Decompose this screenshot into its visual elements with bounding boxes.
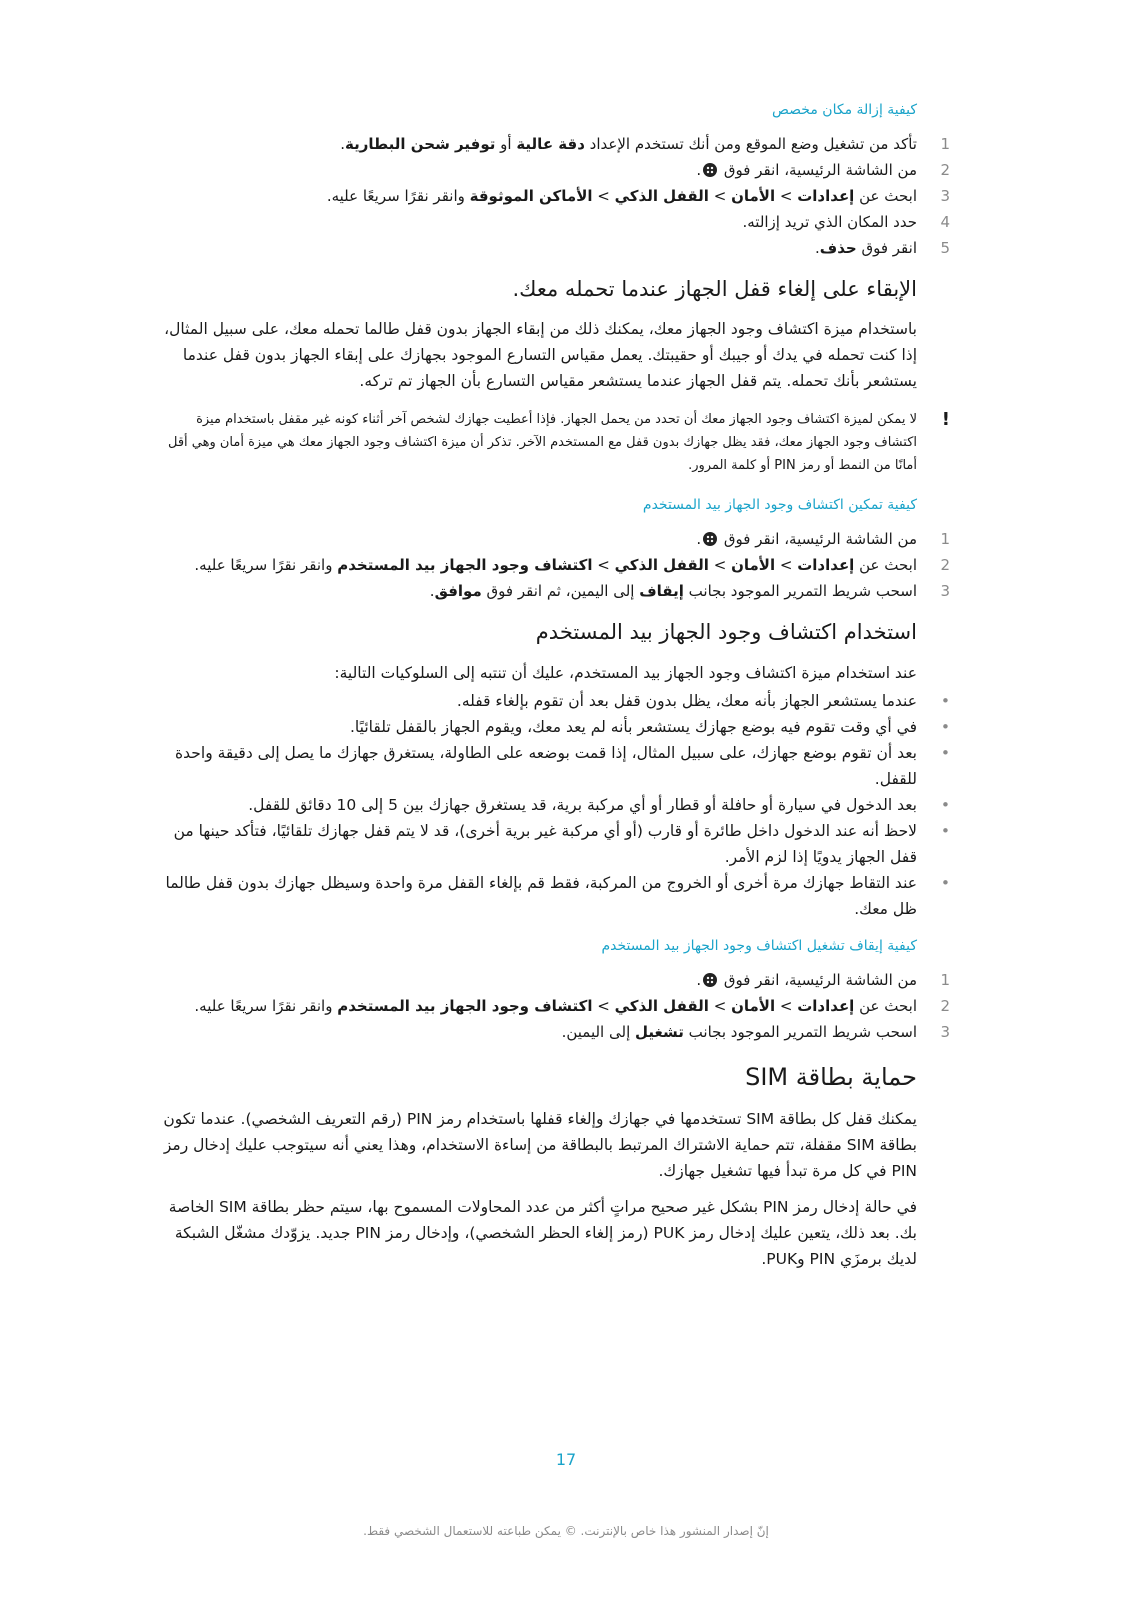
section-heading-enable: كيفية تمكين اكتشاف وجود الجهاز بيد المستخدم: [642, 497, 917, 514]
document-body: [160, 100, 950, 1282]
step: 1 تأكد من تشغيل وضع الموقع ومن أنك تستخدم الإعداد دقة عالية أو توفير شحن البطارية.: [340, 135, 950, 153]
step: 2 من الشاشة الرئيسية، انقر فوق .: [696, 161, 950, 179]
step: 3 اسحب شريط التمرير الموجود بجانب تشغيل إلى اليمين.: [561, 1022, 950, 1041]
section-heading-disable: كيفية إيقاف تشغيل اكتشاف وجود الجهاز بيد المستخدم: [601, 937, 917, 954]
section-title-on-body: الإبقاء على إلغاء قفل الجهاز عندما تحمله معك.: [512, 277, 917, 301]
list-item: • في أي وقت تقوم فيه بوضع جهازك يستشعر بأنه لم يعد معك، ويقوم الجهاز بالقفل تلقائيًا.: [350, 717, 950, 736]
apps-grid-icon: [703, 532, 717, 546]
step: 3 اسحب شريط التمرير الموجود بجانب إيقاف إلى اليمين، ثم انقر فوق موافق.: [429, 582, 950, 601]
steps-remove-place: [160, 131, 950, 261]
section-heading-remove-place: كيفية إزالة مكان مخصص: [772, 102, 917, 118]
behaviors-list: [160, 688, 950, 922]
paragraph: باستخدام ميزة اكتشاف وجود الجهاز معك، يمكنك ذلك من إبقاء الجهاز بدون قفل طالما تحمله معك، على سبيل المثال، إذا كنت تحمله في يدك أو جيبك أو حقيبتك. يعمل مقياس التسارع الموجود بجهازك على إبقاء الجهاز بدون قفل عندما يستشعر بأنك تحمله. يتم قفل الجهاز عندما يستشعر مقياس التسارع بأن الجهاز تم تركه.: [164, 320, 917, 391]
list-item: • لاحظ أنه عند الدخول داخل طائرة أو قارب (أو أي مركبة غير برية أخرى)، قد لا يتم قفل جهازك تلقائيًا، فتأكد حينها من قفل الجهاز يدويًا إذا لزم الأمر.: [173, 821, 950, 866]
step: 5 انقر فوق حذف.: [815, 239, 950, 257]
footer-text: إنّ إصدار المنشور هذا خاص بالإنترنت. © يمكن طباعته للاستعمال الشخصي فقط.: [363, 1524, 769, 1538]
section-title-using: استخدام اكتشاف وجود الجهاز بيد المستخدم: [535, 620, 917, 645]
paragraph: في حالة إدخال رمز PIN بشكل غير صحيح مراتٍ أكثر من عدد المحاولات المسموح بها، سيتم حظر بطاقة SIM الخاصة بك. بعد ذلك، يتعين عليك إدخال رمز PUK (رمز إلغاء الحظر الشخصي)، وإدخال رمز PIN جديد. يزوّدك مشغّل الشبكة لديك برمزَي PIN وPUK.: [168, 1198, 917, 1269]
step: 2 ابحث عن إعدادات > الأمان > القفل الذكي > اكتشاف وجود الجهاز بيد المستخدم وانقر نقرًا سريعًا عليه.: [194, 996, 950, 1015]
step: 1 من الشاشة الرئيسية، انقر فوق .: [696, 530, 950, 549]
note-box: [160, 408, 950, 477]
step: 4 حدد المكان الذي تريد إزالته.: [742, 213, 950, 231]
step: 1 من الشاشة الرئيسية، انقر فوق .: [696, 970, 950, 989]
list-item: • بعد الدخول في سيارة أو حافلة أو قطار أو أي مركبة برية، قد يستغرق جهازك بين 5 إلى 10 دقائق للقفل.: [248, 795, 950, 814]
steps-disable: [160, 967, 950, 1045]
step: 3 ابحث عن إعدادات > الأمان > القفل الذكي > الأماكن الموثوقة وانقر نقرًا سريعًا عليه.: [326, 187, 950, 205]
list-item: • بعد أن تقوم بوضع جهازك، على سبيل المثال، إذا قمت بوضعه على الطاولة، يستغرق جهازك ما يصل إلى دقيقة واحدة للقفل.: [175, 743, 950, 788]
steps-enable: [160, 526, 950, 604]
step: 2 ابحث عن إعدادات > الأمان > القفل الذكي > اكتشاف وجود الجهاز بيد المستخدم وانقر نقرًا سريعًا عليه.: [194, 556, 950, 575]
section-title-sim: حماية بطاقة SIM: [745, 1062, 917, 1091]
page-number: 17: [555, 1450, 577, 1469]
warning-icon: !: [941, 409, 950, 431]
paragraph: يمكنك قفل كل بطاقة SIM تستخدمها في جهازك وإلغاء قفلها باستخدام رمز PIN (رقم التعريف الشخصي). عندما تكون بطاقة SIM مقفلة، تتم حماية الاشتراك المرتبط بالبطاقة من إساءة الاستخدام، وهذا يعني أنه سيتوجب عليك إدخال رمز PIN في كل مرة تبدأ فيها تشغيل جهازك.: [163, 1110, 917, 1181]
apps-grid-icon: [703, 973, 717, 987]
list-item: • عندما يستشعر الجهاز بأنه معك، يظل بدون قفل بعد أن تقوم بإلغاء قفله.: [456, 691, 950, 710]
apps-grid-icon: [703, 163, 717, 177]
list-item: • عند التقاط جهازك مرة أخرى أو الخروج من المركبة، فقط قم بإلغاء القفل مرة واحدة وسيظل جهازك بدون قفل طالما ظل معك.: [165, 873, 950, 918]
note-text: لا يمكن لميزة اكتشاف وجود الجهاز معك أن تحدد من يحمل الجهاز. فإذا أعطيت جهازك لشخص آخر أثناء كونه غير مقفل باستخدام ميزة اكتشاف وجود الجهاز معك، فقد يظل جهازك بدون قفل مع المستخدم الآخر. تذكر أن ميزة اكتشاف وجود الجهاز معك هي ميزة أمان وهي أقل أمانًا من النمط أو رمز PIN أو كلمة المرور.: [167, 412, 917, 474]
paragraph: عند استخدام ميزة اكتشاف وجود الجهاز بيد المستخدم، عليك أن تنتبه إلى السلوكيات التالية:: [334, 663, 917, 682]
